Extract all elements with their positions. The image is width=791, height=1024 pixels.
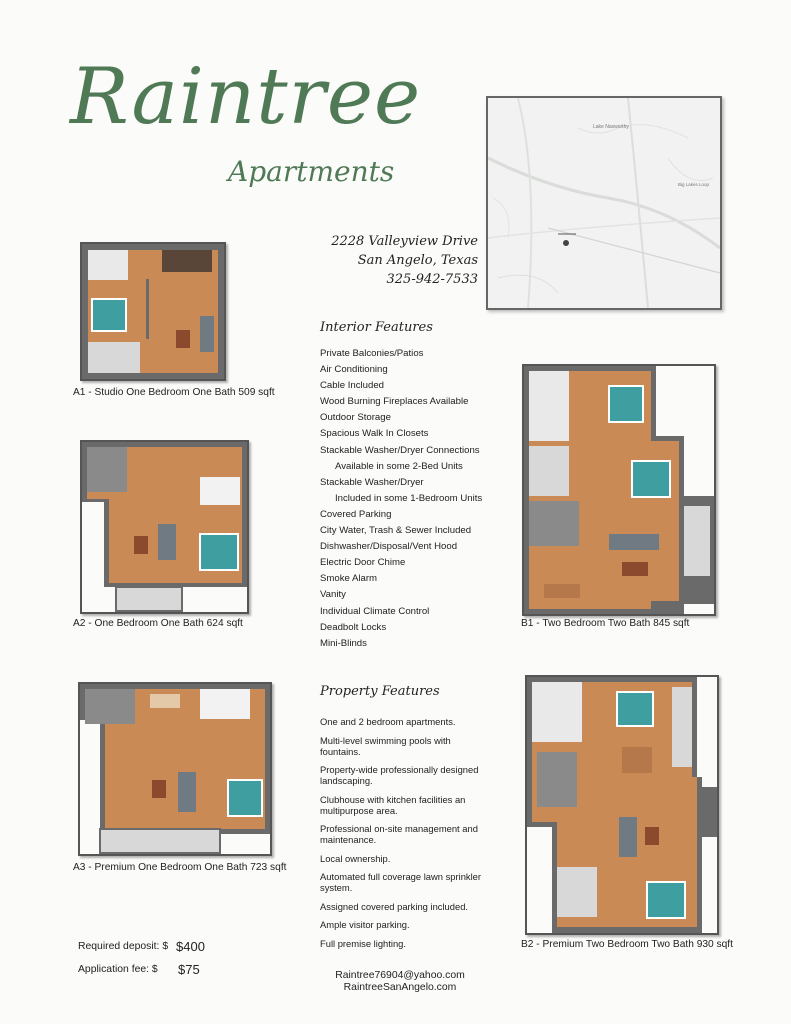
floorplan-a3-image	[78, 682, 272, 856]
list-item: Professional on-site management and maintenance.	[320, 823, 478, 845]
floorplan-a1-image	[80, 242, 226, 381]
list-item: Outdoor Storage	[320, 412, 391, 424]
list-item: Property-wide professionally designed landscaping.	[320, 764, 479, 786]
address-street: 2228 Valleyview Drive	[331, 234, 478, 249]
location-map	[486, 96, 722, 310]
list-item: Assigned covered parking included.	[320, 900, 469, 912]
list-item: Local ownership.	[320, 852, 391, 864]
floorplan-a2-image	[80, 440, 249, 614]
floorplan-a1-caption: A1 - Studio One Bedroom One Bath 509 sqft	[73, 387, 275, 398]
brand-subtitle: Apartments	[228, 155, 395, 188]
list-item: Private Balconies/Patios	[320, 348, 424, 359]
map-label-top: Lake Nasworthy	[593, 124, 629, 130]
list-item: Spacious Walk In Closets	[320, 428, 429, 440]
deposit-value: $400	[176, 939, 205, 954]
list-item: Smoke Alarm	[320, 573, 378, 585]
map-label-right: Big Lakes Loop	[678, 182, 710, 187]
contact-website-link[interactable]: RaintreeSanAngelo.com	[343, 982, 457, 993]
list-item: Ample visitor parking.	[320, 919, 410, 930]
list-item: Cable Included	[320, 380, 385, 392]
address-city: San Angelo, Texas	[357, 253, 478, 268]
property-features-title: Property Features	[320, 684, 440, 699]
list-item: Individual Climate Control	[320, 605, 430, 617]
list-item: Automated full coverage lawn sprinkler system.	[320, 871, 482, 893]
floorplan-a3-caption: A3 - Premium One Bedroom One Bath 723 sqft	[73, 862, 287, 873]
floorplan-a2-caption: A2 - One Bedroom One Bath 624 sqft	[73, 618, 243, 629]
list-item: Mini-Blinds	[320, 637, 367, 649]
list-item: Available in some 2-Bed Units	[335, 460, 463, 472]
list-item: Included in some 1-Bedroom Units	[335, 492, 483, 504]
contact-email-link[interactable]: Raintree76904@yahoo.com	[335, 970, 465, 981]
list-item: Deadbolt Locks	[320, 621, 387, 633]
list-item: Dishwasher/Disposal/Vent Hood	[320, 541, 458, 553]
address-block	[310, 232, 478, 289]
floorplan-b1-image	[522, 364, 716, 616]
list-item: City Water, Trash & Sewer Included	[320, 525, 472, 537]
list-item: One and 2 bedroom apartments.	[320, 716, 456, 727]
property-features-list	[320, 716, 490, 956]
list-item: Electric Door Chime	[320, 557, 406, 569]
list-item: Wood Burning Fireplaces Available	[320, 396, 469, 408]
list-item: Multi-level swimming pools with fountains.	[320, 734, 451, 757]
map-graphic	[488, 98, 720, 308]
brand-logo: Raintree	[70, 52, 422, 142]
application-fee-label: Application fee: $	[78, 964, 158, 975]
map-pin-icon	[563, 240, 569, 246]
address-phone: 325-942-7533	[386, 272, 478, 287]
floorplan-b1-caption: B1 - Two Bedroom Two Bath 845 sqft	[521, 618, 690, 629]
list-item: Stackable Washer/Dryer Connections	[320, 444, 480, 456]
contact-block	[300, 970, 500, 994]
list-item: Covered Parking	[320, 508, 392, 520]
deposit-label: Required deposit: $	[78, 941, 169, 952]
interior-features-title: Interior Features	[320, 320, 433, 335]
list-item: Stackable Washer/Dryer	[320, 476, 424, 488]
list-item: Clubhouse with kitchen facilities an multipurpose area.	[320, 793, 466, 816]
list-item: Air Conditioning	[320, 364, 388, 376]
floorplan-b2-image	[525, 675, 719, 935]
floorplan-b2-caption: B2 - Premium Two Bedroom Two Bath 930 sqft	[521, 939, 733, 950]
interior-features-list	[320, 346, 520, 652]
application-fee-value: $75	[178, 962, 200, 977]
list-item: Vanity	[320, 589, 346, 601]
list-item: Full premise lighting.	[320, 937, 406, 949]
